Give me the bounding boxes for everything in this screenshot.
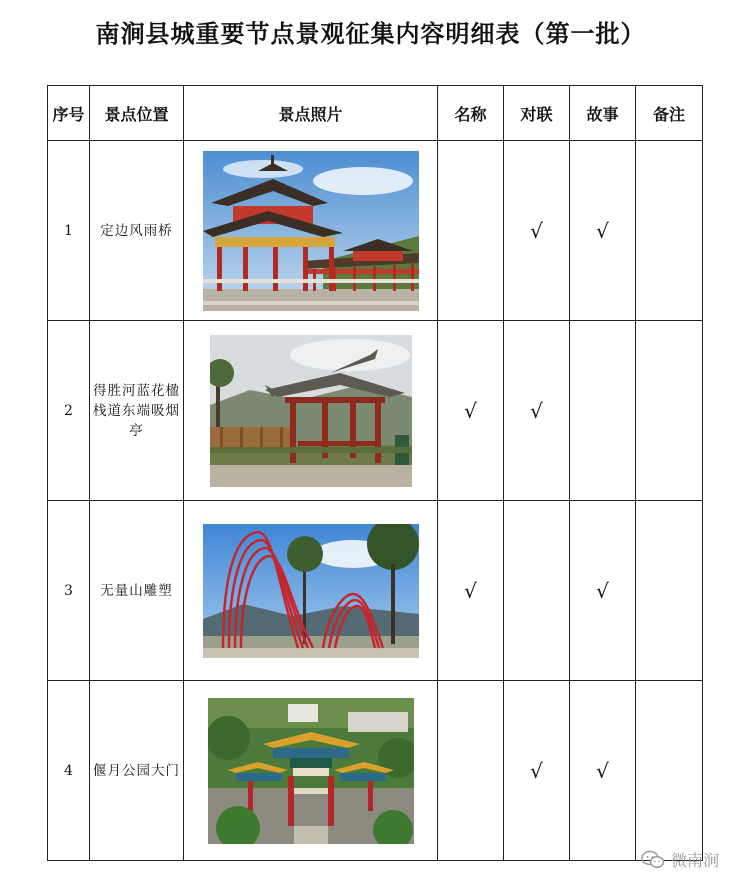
row-story-mark: √ (570, 681, 636, 861)
row-name-mark: √ (438, 321, 504, 501)
header-name: 名称 (438, 86, 504, 141)
row-couplet-mark (504, 501, 570, 681)
row-name-mark: √ (438, 501, 504, 681)
content-table (47, 85, 703, 861)
row-number: 1 (48, 141, 90, 321)
row-number: 4 (48, 681, 90, 861)
red-sculpture-photo (203, 524, 419, 658)
header-note: 备注 (636, 86, 703, 141)
row-photo-cell (184, 141, 438, 321)
table-header-row (48, 86, 703, 141)
row-note (636, 681, 703, 861)
table-row (48, 501, 703, 681)
header-location: 景点位置 (90, 86, 184, 141)
wechat-icon (641, 850, 665, 870)
row-note (636, 321, 703, 501)
row-number: 3 (48, 501, 90, 681)
table-row (48, 321, 703, 501)
header-no: 序号 (48, 86, 90, 141)
row-couplet-mark: √ (504, 681, 570, 861)
watermark (641, 848, 719, 871)
row-story-mark: √ (570, 501, 636, 681)
header-story: 故事 (570, 86, 636, 141)
row-location: 定边风雨桥 (90, 141, 184, 321)
row-note (636, 501, 703, 681)
row-name-mark (438, 681, 504, 861)
row-photo-cell (184, 321, 438, 501)
row-name-mark (438, 141, 504, 321)
row-story-mark: √ (570, 141, 636, 321)
row-couplet-mark: √ (504, 141, 570, 321)
row-photo-cell (184, 501, 438, 681)
covered-bridge-pavilion-photo (203, 151, 419, 311)
header-couplet: 对联 (504, 86, 570, 141)
header-photo: 景点照片 (184, 86, 438, 141)
row-location: 得胜河蓝花楹栈道东端吸烟亭 (90, 321, 184, 501)
document-title: 南涧县城重要节点景观征集内容明细表（第一批） (95, 19, 646, 48)
row-location: 无量山雕塑 (90, 501, 184, 681)
park-gate-photo (208, 698, 414, 844)
pavilion-photo (210, 335, 412, 487)
row-number: 2 (48, 321, 90, 501)
table-row (48, 141, 703, 321)
watermark-text: 微南涧 (670, 851, 719, 870)
table-row (48, 681, 703, 861)
row-location: 偃月公园大门 (90, 681, 184, 861)
row-note (636, 141, 703, 321)
row-story-mark (570, 321, 636, 501)
row-couplet-mark: √ (504, 321, 570, 501)
row-photo-cell (184, 681, 438, 861)
